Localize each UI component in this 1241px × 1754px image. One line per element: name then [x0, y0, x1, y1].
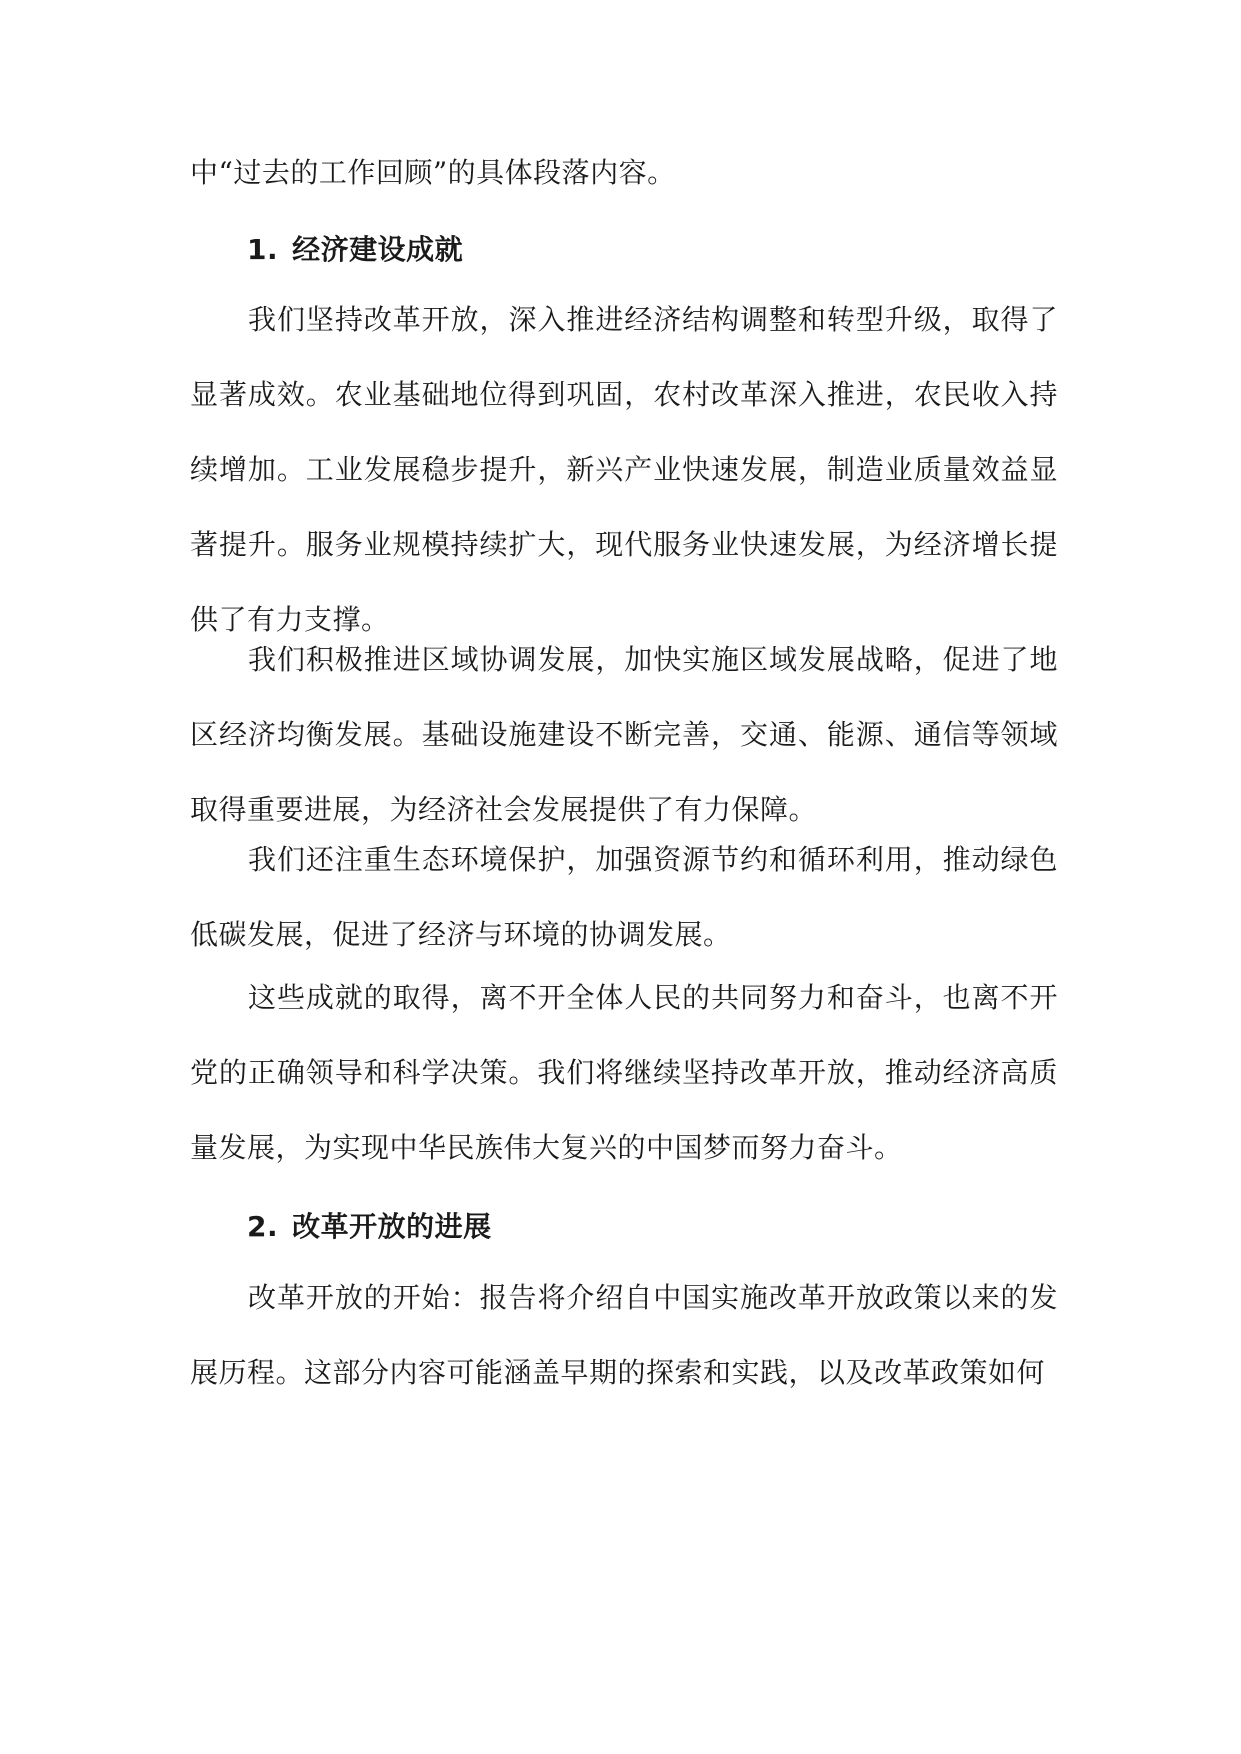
paragraph: 这些成就的取得，离不开全体人民的共同努力和奋斗，也离不开党的正确领导和科学决策。我们将继续坚持改革开放，推动经济高质量发展，为实现中华民族伟大复兴的中国梦而努力奋斗。 [190, 981, 1058, 1164]
section-title: 改革开放的进展 [292, 1210, 492, 1243]
paragraph: 我们积极推进区域协调发展，加快实施区域发展战略，促进了地区经济均衡发展。基础设施建设不断完善，交通、能源、通信等领域取得重要进展，为经济社会发展提供了有力保障。 [190, 643, 1058, 826]
paragraph: 我们还注重生态环境保护，加强资源节约和循环利用，推动绿色低碳发展，促进了经济与环境的协调发展。 [190, 843, 1058, 951]
intro-line: 中“过去的工作回顾”的具体段落内容。 [190, 156, 676, 189]
paragraph: 我们坚持改革开放，深入推进经济结构调整和转型升级，取得了显著成效。农业基础地位得到巩固，农村改革深入推进，农民收入持续增加。工业发展稳步提升，新兴产业快速发展，制造业质量效益显著提升。服务业规模持续扩大，现代服务业快速发展，为经济增长提供了有力支撑。 [190, 303, 1058, 636]
section-number: 2. [247, 1210, 279, 1243]
section-title: 经济建设成就 [292, 233, 464, 266]
section-heading-economic-achievements [247, 230, 463, 270]
section-heading-reform-progress [247, 1207, 492, 1247]
paragraph: 改革开放的开始：报告将介绍自中国实施改革开放政策以来的发展历程。这部分内容可能涵盖早期的探索和实践，以及改革政策如何 [190, 1281, 1058, 1389]
section-number: 1. [247, 233, 279, 266]
